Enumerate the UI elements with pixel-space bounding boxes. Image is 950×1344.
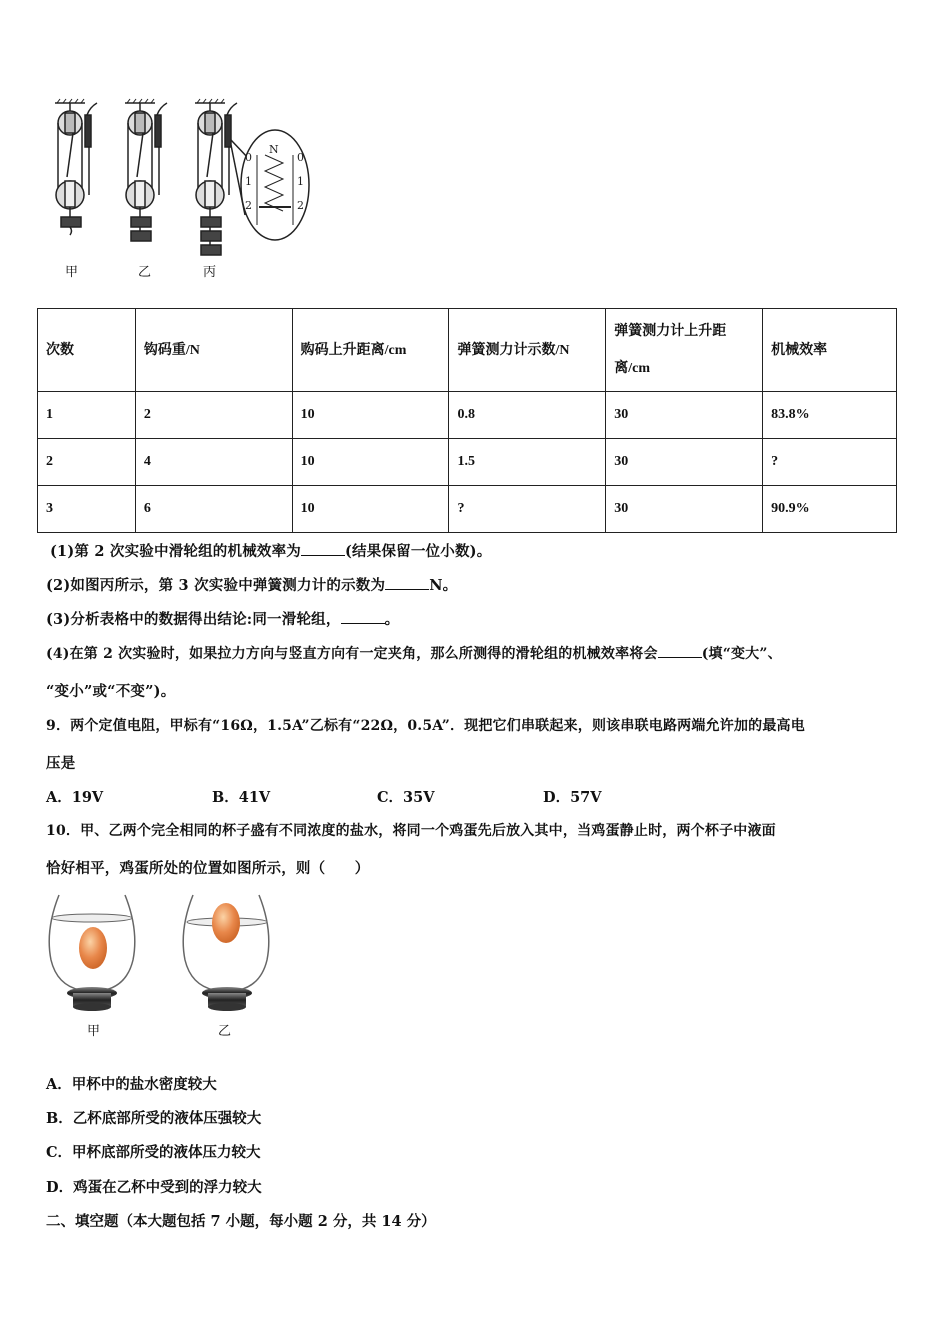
experiment-table: [37, 308, 897, 533]
answer-blank[interactable]: [385, 577, 429, 590]
svg-text:0: 0: [245, 151, 252, 164]
q9-option-a[interactable]: A．19V: [46, 789, 104, 806]
q10-stem-line2: 恰好相平，鸡蛋所处的位置如图所示，则（ ）: [46, 860, 370, 877]
q10-option-c[interactable]: C．甲杯底部所受的液体压力较大: [46, 1144, 261, 1161]
table-header-row: [38, 309, 897, 392]
svg-text:0: 0: [297, 151, 304, 164]
q10-stem-line1: 10．甲、乙两个完全相同的杯子盛有不同浓度的盐水，将同一个鸡蛋先后放入其中，当鸡蛋静止时，两个杯子中液面: [46, 823, 776, 839]
svg-text:1: 1: [245, 175, 252, 188]
table-cell: 10: [292, 392, 449, 439]
q8-part1: (1)第 2 次实验中滑轮组的机械效率为 (结果保留一位小数)。: [50, 543, 492, 560]
table-cell: 1: [38, 392, 136, 439]
table-cell: 4: [135, 439, 292, 486]
svg-text:2: 2: [245, 199, 252, 212]
figure-label-yi: 乙: [138, 265, 152, 280]
table-cell: 30: [606, 486, 763, 533]
table-header: 钩码重/N: [135, 309, 292, 392]
pulley-figure: [45, 95, 325, 285]
table-row: [38, 439, 897, 486]
table-cell: 3: [38, 486, 136, 533]
table-cell: 30: [606, 439, 763, 486]
table-cell: 30: [606, 392, 763, 439]
glass-label-jia: 甲: [87, 1024, 101, 1039]
q8-part4-cont: “变小”或“不变”)。: [46, 683, 176, 700]
table-cell: 6: [135, 486, 292, 533]
q9-option-d[interactable]: D．57V: [543, 789, 602, 806]
table-row: [38, 392, 897, 439]
table-row: [38, 486, 897, 533]
q9-stem-line2: 压是: [46, 755, 76, 772]
table-cell: ?: [763, 439, 897, 486]
answer-blank[interactable]: [658, 645, 702, 658]
q9-stem-line1: 9．两个定值电阻，甲标有“16Ω，1.5A”乙标有“22Ω，0.5A”．现把它们串联起来，则该串联电路两端允许加的最高电: [46, 718, 805, 734]
table-cell: 90.9%: [763, 486, 897, 533]
table-cell: 0.8: [449, 392, 606, 439]
table-cell: 10: [292, 486, 449, 533]
q8-part4: (4)在第 2 次实验时，如果拉力方向与竖直方向有一定夹角，那么所测得的滑轮组的机械效率将会 (填“变大”、: [46, 646, 782, 662]
egg-glasses-figure: [45, 885, 290, 1045]
q10-option-a[interactable]: A．甲杯中的盐水密度较大: [46, 1076, 217, 1093]
q8-part2: (2)如图丙所示，第 3 次实验中弹簧测力计的示数为 N。: [46, 577, 458, 594]
table-cell: 83.8%: [763, 392, 897, 439]
table-cell: 2: [38, 439, 136, 486]
figure-label-jia: 甲: [65, 265, 79, 280]
svg-text:1: 1: [297, 175, 304, 188]
table-cell: 2: [135, 392, 292, 439]
answer-blank[interactable]: [341, 611, 385, 624]
glass-label-yi: 乙: [218, 1024, 232, 1039]
egg-glasses-diagram: [45, 885, 290, 1020]
q8-part3: (3)分析表格中的数据得出结论:同一滑轮组， 。: [46, 611, 400, 628]
q10-option-d[interactable]: D．鸡蛋在乙杯中受到的浮力较大: [46, 1179, 262, 1196]
figure-label-bing: 丙: [203, 265, 217, 280]
table-header: 弹簧测力计上升距 离/cm: [606, 309, 763, 392]
answer-blank[interactable]: [301, 543, 345, 556]
q9-option-c[interactable]: C．35V: [377, 789, 435, 806]
table-cell: 1.5: [449, 439, 606, 486]
table-cell: 10: [292, 439, 449, 486]
table-header: 弹簧测力计示数/N: [449, 309, 606, 392]
q10-option-b[interactable]: B．乙杯底部所受的液体压强较大: [46, 1110, 262, 1127]
q9-option-b[interactable]: B．41V: [212, 789, 271, 806]
table-header: 机械效率: [763, 309, 897, 392]
section-heading: 二、填空题（本大题包括 7 小题，每小题 2 分，共 14 分）: [46, 1213, 436, 1230]
svg-text:N: N: [269, 143, 279, 156]
table-cell: ?: [449, 486, 606, 533]
svg-text:2: 2: [297, 199, 304, 212]
pulley-diagram: [45, 95, 325, 285]
table-header: 次数: [38, 309, 136, 392]
table-header: 购码上升距离/cm: [292, 309, 449, 392]
